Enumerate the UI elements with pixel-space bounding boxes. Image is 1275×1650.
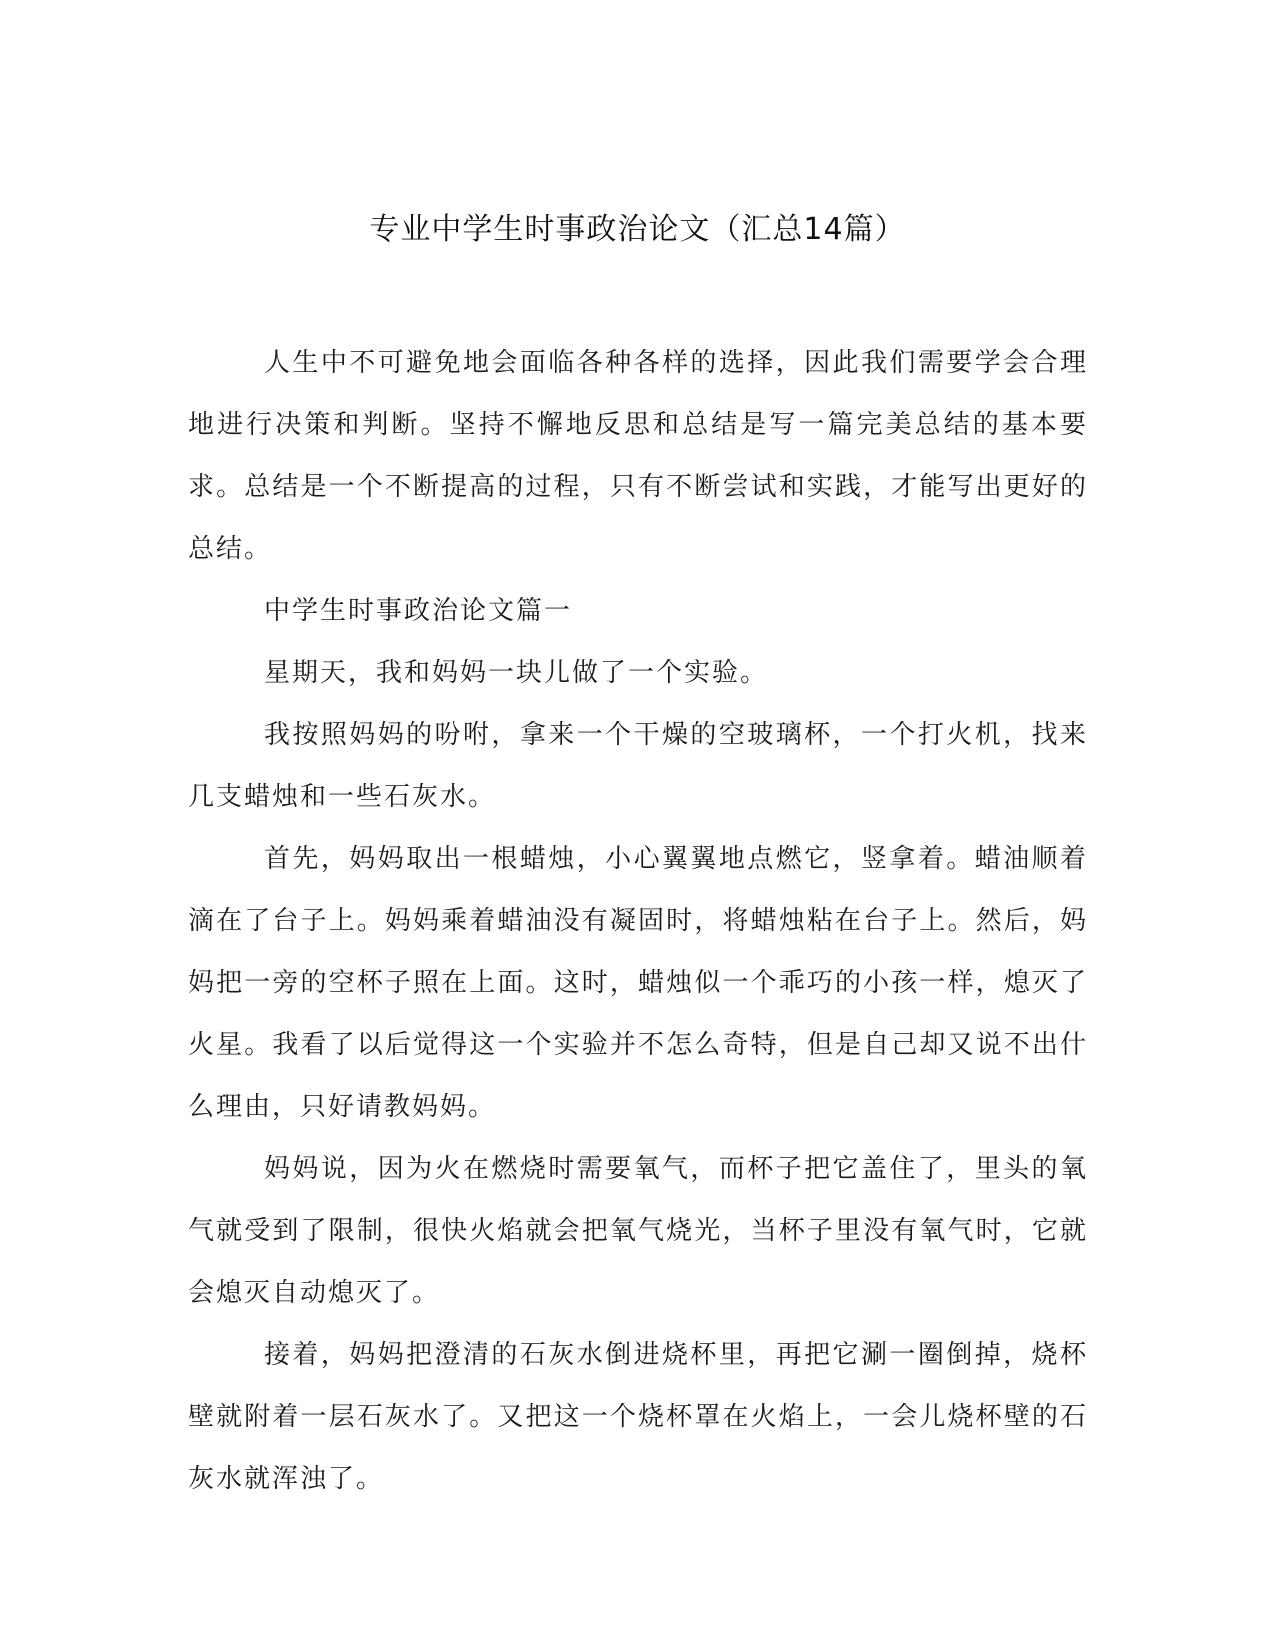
document-title: 专业中学生时事政治论文（汇总14篇） <box>369 212 906 247</box>
body-paragraph: 接着，妈妈把澄清的石灰水倒进烧杯里，再把它涮一圈倒掉，烧杯壁就附着一层石灰水了。又把这一个烧杯罩在火焰上，一会儿烧杯壁的石灰水就浑浊了。 <box>188 1340 1088 1494</box>
document-body <box>188 332 1088 1510</box>
body-paragraph: 星期天，我和妈妈一块儿做了一个实验。 <box>264 658 769 688</box>
body-paragraph: 妈妈说，因为火在燃烧时需要氧气，而杯子把它盖住了，里头的氧气就受到了限制，很快火焰就会把氧气烧光，当杯子里没有氧气时，它就会熄灭自动熄灭了。 <box>188 1154 1088 1308</box>
body-paragraph: 首先，妈妈取出一根蜡烛，小心翼翼地点燃它，竖拿着。蜡油顺着滴在了台子上。妈妈乘着蜡油没有凝固时，将蜡烛粘在台子上。然后，妈妈把一旁的空杯子照在上面。这时，蜡烛似一个乖巧的小孩一样，熄灭了火星。我看了以后觉得这一个实验并不怎么奇特，但是自己却又说不出什么理由，只好请教妈妈。 <box>188 844 1088 1122</box>
section-heading: 中学生时事政治论文篇一 <box>264 596 573 626</box>
body-paragraph: 我按照妈妈的吩咐，拿来一个干燥的空玻璃杯，一个打火机，找来几支蜡烛和一些石灰水。 <box>188 720 1088 812</box>
intro-paragraph: 人生中不可避免地会面临各种各样的选择，因此我们需要学会合理地进行决策和判断。坚持不懈地反思和总结是写一篇完美总结的基本要求。总结是一个不断提高的过程，只有不断尝试和实践，才能写出更好的总结。 <box>188 348 1088 564</box>
